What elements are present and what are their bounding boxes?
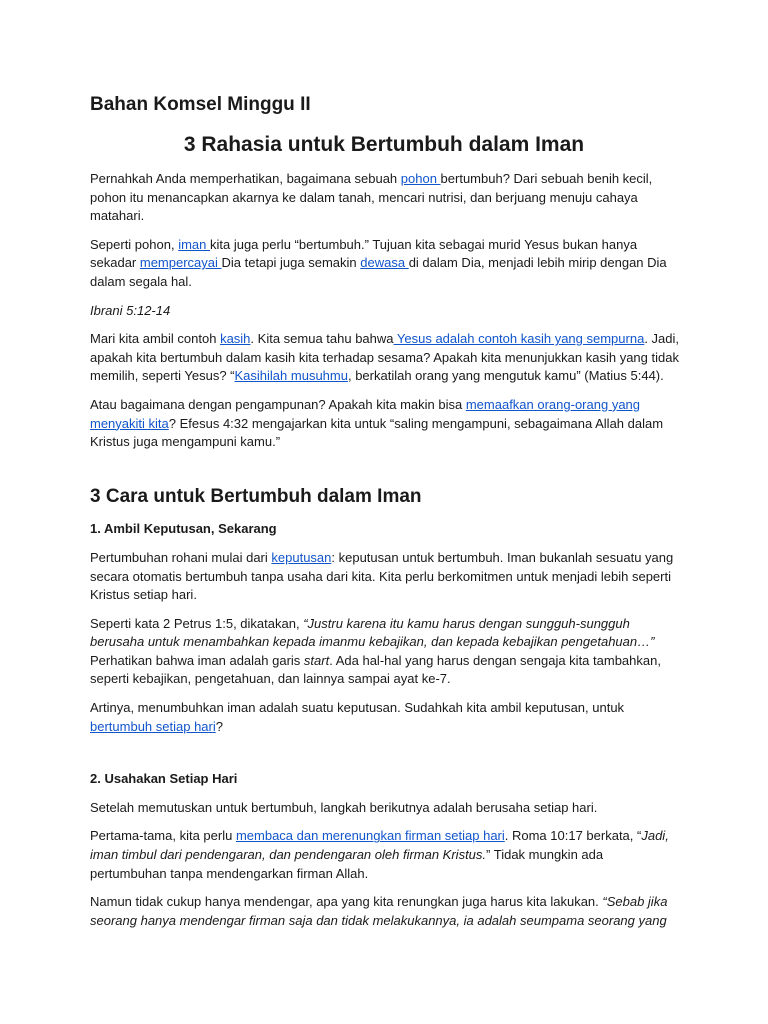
subheading-usahakan: 2. Usahakan Setiap Hari	[90, 771, 238, 787]
paragraph-2-petrus: Seperti kata 2 Petrus 1:5, dikatakan, “Justru karena itu kamu harus dengan sungguh-sungguh berusaha untuk menambahkan kepada imanmu kebajikan, dan kepada kebajikan pengetahuan…” Perhatikan bahwa iman adalah garis start. Ada hal-hal yang harus dengan sengaja kita tambahkan, seperti kebajikan, pengetahuan, dan lainnya sampai ayat ke-7.	[90, 615, 661, 687]
scripture-reference: Ibrani 5:12-14	[90, 302, 171, 318]
section-heading: 3 Cara untuk Bertumbuh dalam Iman	[90, 485, 422, 507]
link-mempercayai[interactable]: mempercayai	[139, 255, 222, 271]
link-bertumbuh-setiap-hari[interactable]: bertumbuh setiap hari	[90, 718, 216, 734]
paragraph-kasih: Mari kita ambil contoh kasih. Kita semua tahu bahwa Yesus adalah contoh kasih yang sempurna. Jadi, apakah kita bertumbuh dalam kasih kita terhadap sesama? Apakah kita menunjukkan kasih yang tidak memilih, seperti Yesus? “Kasihilah musuhmu, berkatilah orang yang mengutuk kamu” (Matius 5:44).	[90, 331, 679, 384]
link-iman[interactable]: iman	[178, 236, 210, 252]
link-kasihilah-musuhmu[interactable]: Kasihilah musuhmu	[234, 368, 348, 384]
document-body	[90, 170, 680, 940]
link-membaca-firman[interactable]: membaca dan merenungkan firman setiap hari	[235, 828, 505, 844]
paragraph-artinya: Artinya, menumbuhkan iman adalah suatu keputusan. Sudahkah kita ambil keputusan, untuk bertumbuh setiap hari?	[90, 700, 625, 734]
paragraph-keputusan: Pertumbuhan rohani mulai dari keputusan: keputusan untuk bertumbuh. Iman bukanlah sesuatu yang secara otomatis bertumbuh tanpa usaha dari kita. Kita perlu berkomitmen untuk menjadi lebih seperti Kristus setiap hari.	[90, 549, 674, 603]
link-keputusan[interactable]: keputusan	[271, 549, 332, 565]
paragraph-iman: Seperti pohon, iman kita juga perlu “bertumbuh.” Tujuan kita sebagai murid Yesus bukan hanya sekadar mempercayai Dia tetapi juga semakin dewasa di dalam Dia, menjadi lebih mirip dengan Dia dalam segala hal.	[90, 236, 667, 289]
subheading-keputusan: 1. Ambil Keputusan, Sekarang	[90, 521, 277, 537]
link-memaafkan[interactable]: memaafkan orang-orang yang menyakiti kita	[90, 396, 641, 431]
main-heading: 3 Rahasia untuk Bertumbuh dalam Iman	[183, 133, 585, 156]
paragraph-namun: Namun tidak cukup hanya mendengar, apa yang kita renungkan juga harus kita lakukan. “Sebab jika seorang hanya mendengar firman saja dan tidak melakukannya, ia adalah seumpama seorang yang	[90, 894, 668, 928]
paragraph-intro: Pernahkah Anda memperhatikan, bagaimana sebuah pohon bertumbuh? Dari sebuah benih kecil, pohon itu menancapkan akarnya ke dalam tanah, mencari nutrisi, dan berjuang menuju cahaya matahari.	[90, 171, 653, 224]
paragraph-setelah: Setelah memutuskan untuk bertumbuh, langkah berikutnya adalah berusaha setiap hari.	[90, 799, 598, 815]
document-title: Bahan Komsel Minggu II	[90, 94, 311, 115]
link-pohon[interactable]: pohon	[400, 171, 441, 186]
paragraph-pengampunan: Atau bagaimana dengan pengampunan? Apakah kita makin bisa memaafkan orang-orang yang menyakiti kita? Efesus 4:32 mengajarkan kita untuk “saling mengampuni, sebagaimana Allah dalam Kristus juga mengampuni kamu.”	[90, 396, 664, 450]
link-dewasa[interactable]: dewasa	[360, 255, 409, 271]
link-kasih[interactable]: kasih	[220, 331, 251, 347]
link-yesus-contoh-kasih[interactable]: Yesus adalah contoh kasih yang sempurna	[393, 331, 645, 347]
paragraph-pertama: Pertama-tama, kita perlu membaca dan merenungkan firman setiap hari. Roma 10:17 berkata, “Jadi, iman timbul dari pendengaran, dan pendengaran oleh firman Kristus.” Tidak mungkin ada pertumbuhan tanpa mendengarkan firman Allah.	[90, 828, 669, 881]
